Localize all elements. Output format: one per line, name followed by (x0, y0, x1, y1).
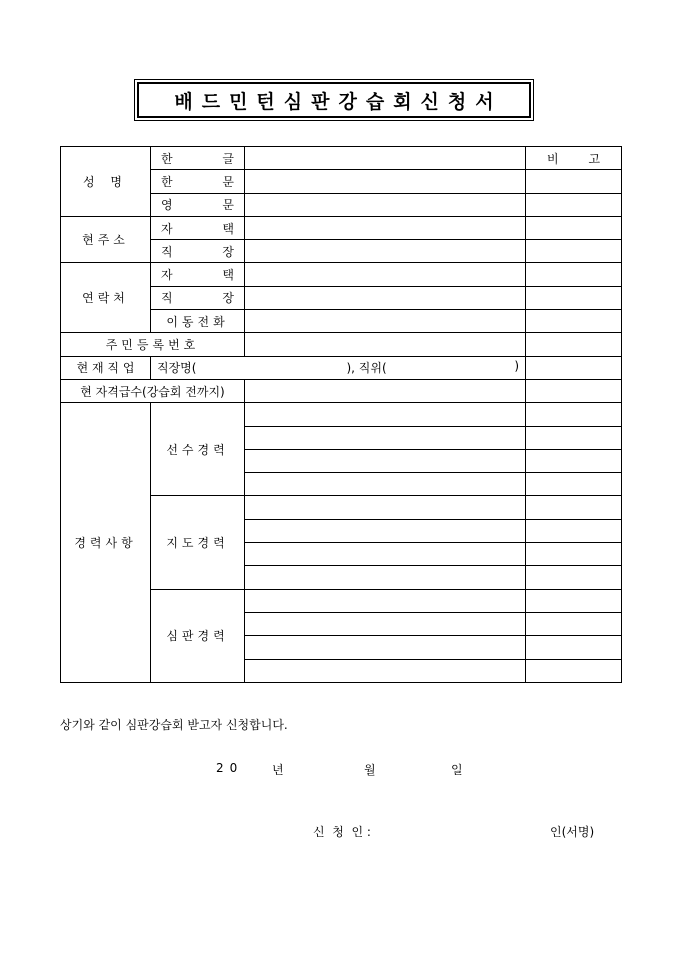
career-referee-field[interactable] (245, 636, 526, 659)
row-name-korean (61, 147, 622, 170)
current-job-label: 현 재 직 업 (61, 356, 151, 379)
remark-cell[interactable] (526, 543, 622, 566)
applicant-label: 신 청 인 : (313, 825, 371, 839)
address-work-label: 직 장 (151, 240, 245, 263)
remark-cell[interactable] (526, 566, 622, 589)
career-referee-field[interactable] (245, 589, 526, 612)
applicant-signature: 인(서명) (550, 825, 595, 839)
title-inner-border (137, 82, 531, 118)
remark-cell[interactable] (526, 333, 622, 356)
career-label: 경력사항 (61, 403, 151, 683)
contact-home-field[interactable] (245, 263, 526, 286)
company-name-label: 직장명( (157, 361, 197, 376)
career-player-field[interactable] (245, 426, 526, 449)
resident-number-field[interactable] (245, 333, 526, 356)
career-coach-label: 지도경력 (151, 496, 245, 589)
application-statement: 상기와 같이 심판강습회 받고자 신청합니다. (60, 718, 288, 732)
address-work-field[interactable] (245, 240, 526, 263)
current-job-field[interactable] (151, 356, 526, 379)
remark-cell[interactable] (526, 263, 622, 286)
career-coach-field[interactable] (245, 519, 526, 542)
grade-label: 현 자격급수(강습회 전까지) (61, 379, 245, 402)
career-row (61, 403, 622, 426)
contact-work-field[interactable] (245, 286, 526, 309)
career-coach-field[interactable] (245, 566, 526, 589)
contact-work-label: 직 장 (151, 286, 245, 309)
row-current-job (61, 356, 622, 379)
resident-number-label: 주민등록번호 (61, 333, 245, 356)
remark-header: 비 고 (526, 147, 622, 170)
remark-cell[interactable] (526, 519, 622, 542)
name-hanja-field[interactable] (245, 170, 526, 193)
remark-cell[interactable] (526, 403, 622, 426)
remark-cell[interactable] (526, 310, 622, 333)
row-resident-number (61, 333, 622, 356)
remark-cell[interactable] (526, 496, 622, 519)
contact-mobile-field[interactable] (245, 310, 526, 333)
position-label: ), 직위( (346, 361, 387, 376)
remark-cell[interactable] (526, 589, 622, 612)
application-form-table (60, 146, 622, 683)
career-player-field[interactable] (245, 473, 526, 496)
row-contact-home (61, 263, 622, 286)
career-referee-field[interactable] (245, 612, 526, 635)
date-year: 20 (216, 761, 244, 775)
name-korean-label: 한 글 (151, 147, 245, 170)
contact-label: 연락처 (61, 263, 151, 333)
remark-cell[interactable] (526, 659, 622, 682)
remark-cell[interactable] (526, 449, 622, 472)
remark-cell[interactable] (526, 216, 622, 239)
form-title: 배드민턴심판강습회신청서 (174, 90, 503, 113)
remark-cell[interactable] (526, 426, 622, 449)
career-player-field[interactable] (245, 449, 526, 472)
remark-cell[interactable] (526, 193, 622, 216)
career-coach-field[interactable] (245, 543, 526, 566)
remark-cell[interactable] (526, 356, 622, 379)
date-day-unit: 일 (451, 763, 463, 777)
contact-home-label: 자 택 (151, 263, 245, 286)
remark-cell[interactable] (526, 240, 622, 263)
remark-cell[interactable] (526, 379, 622, 402)
name-hanja-label: 한 문 (151, 170, 245, 193)
name-label: 성 명 (61, 147, 151, 217)
career-coach-field[interactable] (245, 496, 526, 519)
address-label: 현주소 (61, 216, 151, 263)
remark-cell[interactable] (526, 612, 622, 635)
remark-cell[interactable] (526, 170, 622, 193)
date-month-unit: 월 (364, 763, 376, 777)
address-home-label: 자 택 (151, 216, 245, 239)
position-close: ) (514, 359, 519, 374)
address-home-field[interactable] (245, 216, 526, 239)
name-english-label: 영 문 (151, 193, 245, 216)
row-grade (61, 379, 622, 402)
remark-cell[interactable] (526, 473, 622, 496)
career-player-field[interactable] (245, 403, 526, 426)
contact-mobile-label: 이동전화 (151, 310, 245, 333)
date-year-unit: 년 (272, 763, 284, 777)
title-box (134, 79, 534, 121)
grade-field[interactable] (245, 379, 526, 402)
career-player-label: 선수경력 (151, 403, 245, 496)
name-english-field[interactable] (245, 193, 526, 216)
name-korean-field[interactable] (245, 147, 526, 170)
row-address-home (61, 216, 622, 239)
remark-cell[interactable] (526, 286, 622, 309)
career-referee-label: 심판경력 (151, 589, 245, 682)
remark-cell[interactable] (526, 636, 622, 659)
career-referee-field[interactable] (245, 659, 526, 682)
